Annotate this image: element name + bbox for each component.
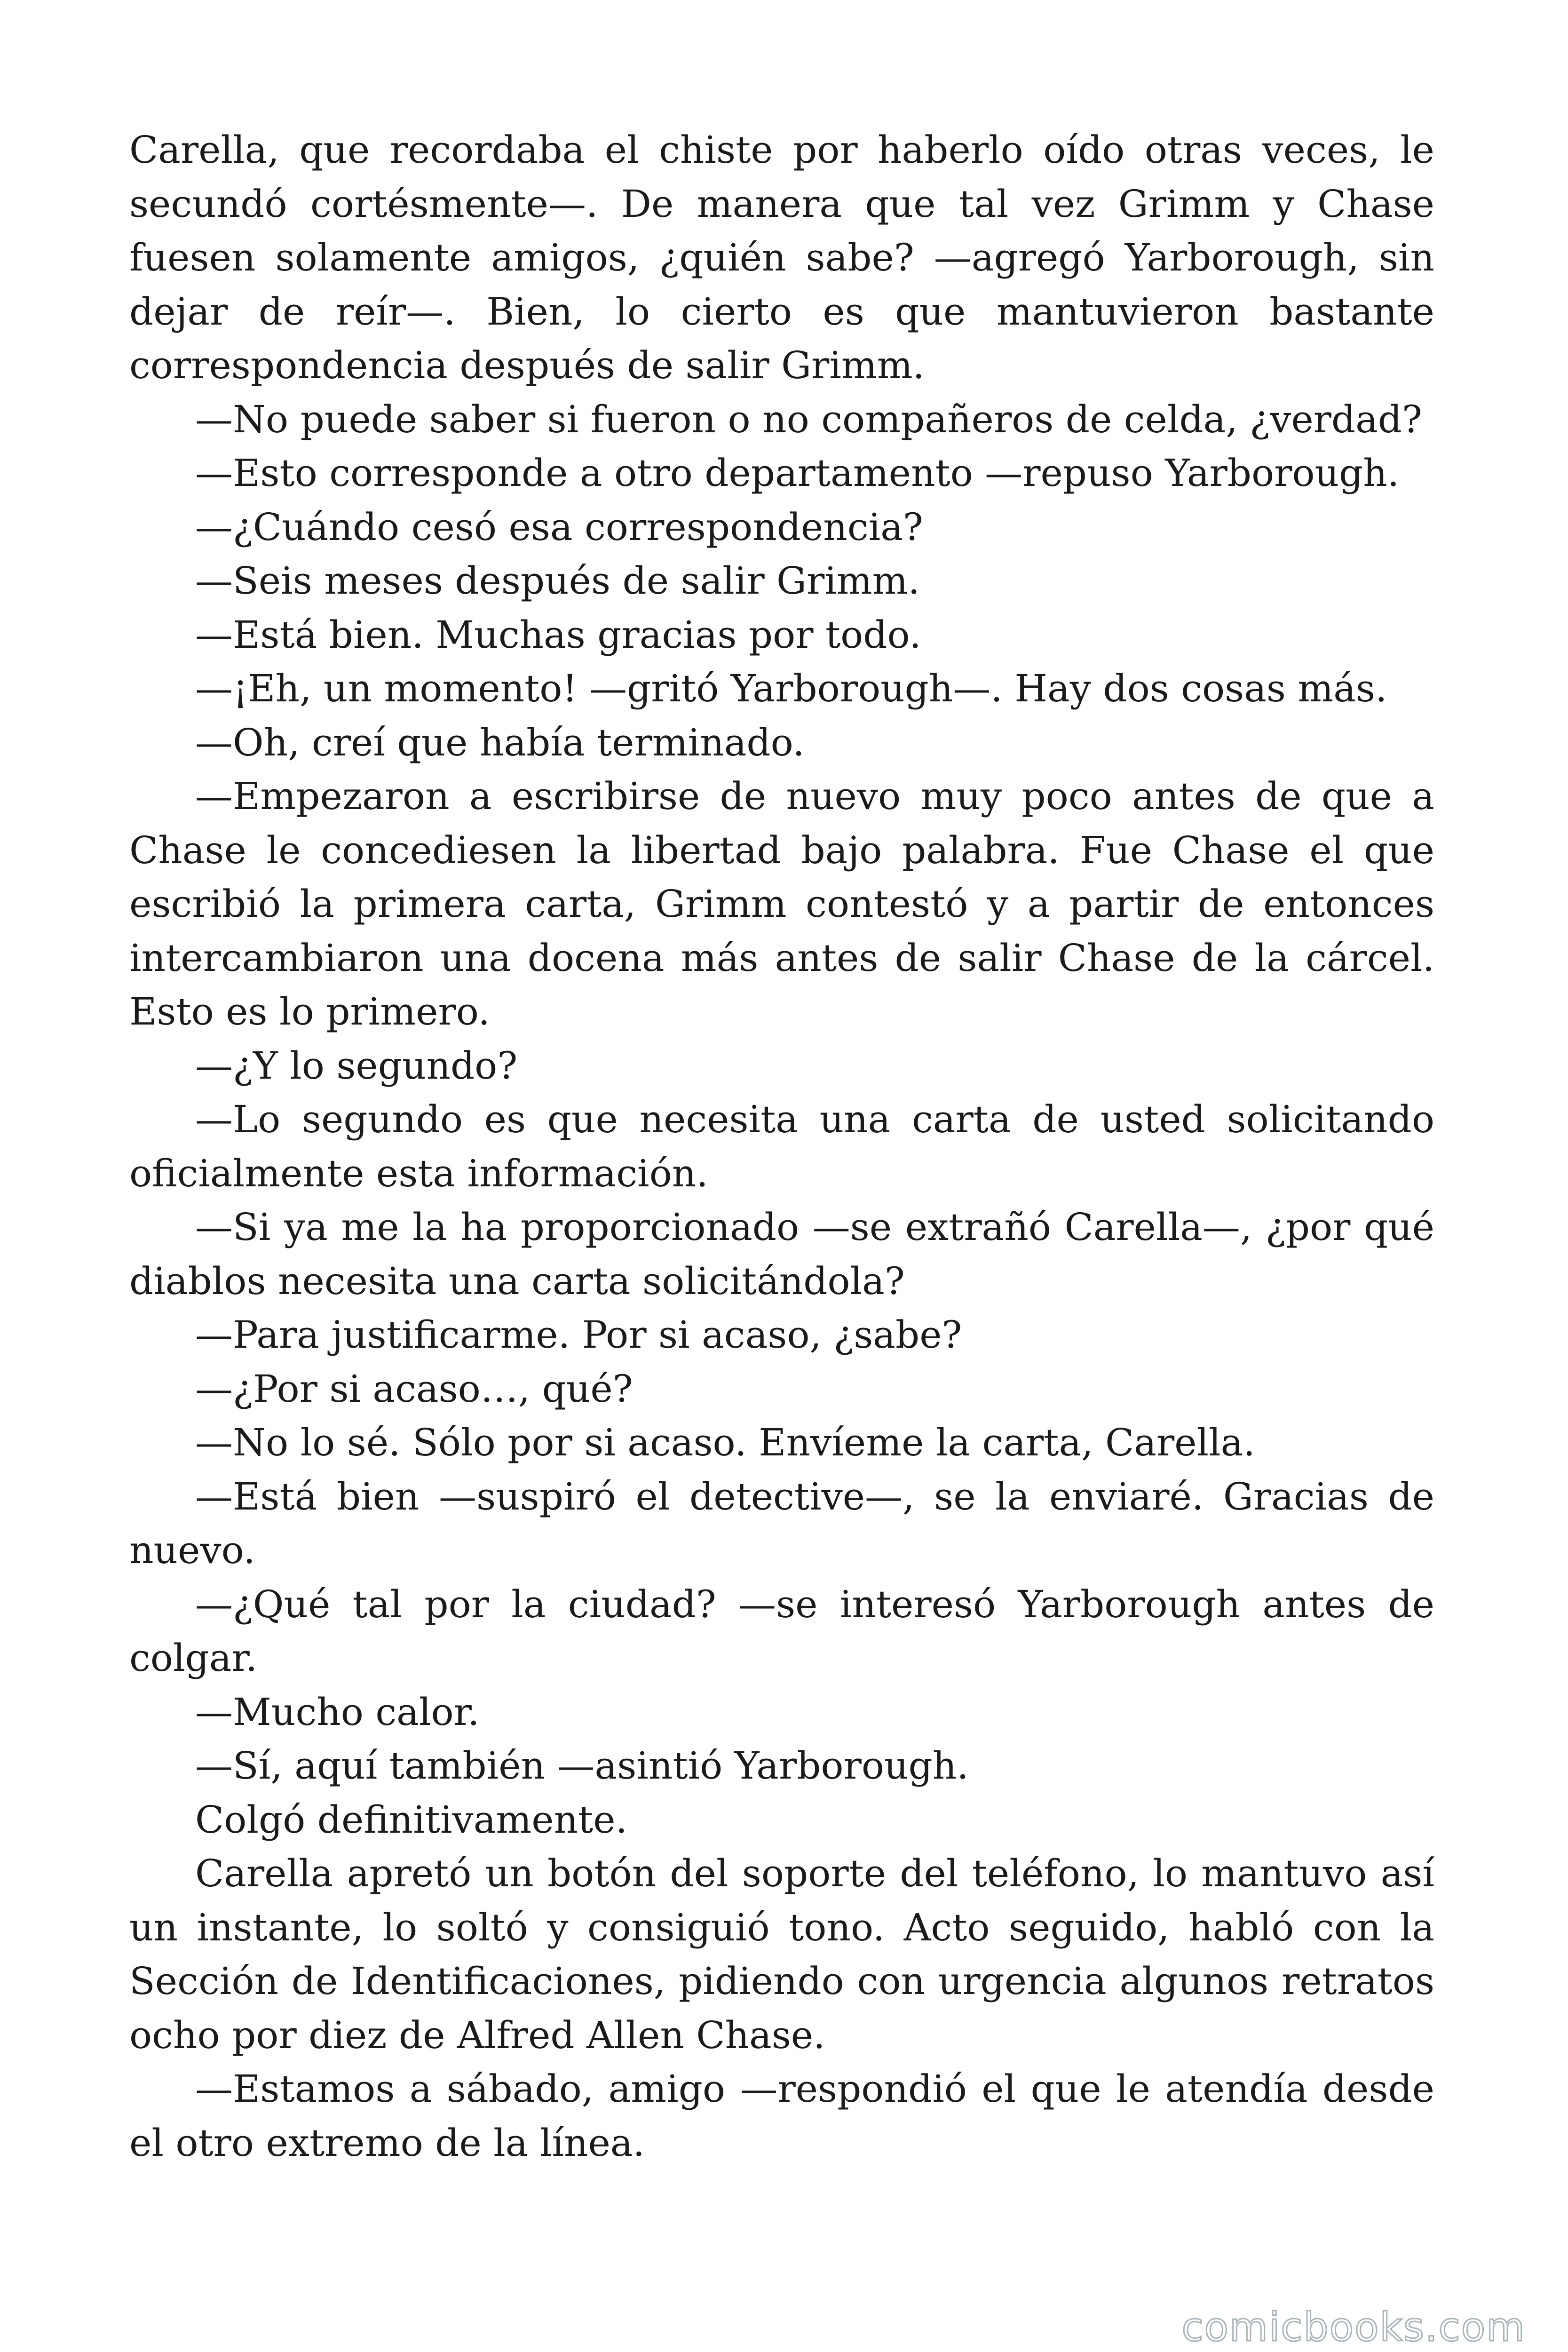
paragraph: Carella apretó un botón del soporte del teléfono, lo mantuvo así un instante, lo soltó y consiguió tono. Acto seguido, habló con la Sección de Identificaciones, pidiendo con urgencia algunos retratos ocho por diez de Alfred Allen Chase.	[129, 1851, 1434, 2057]
paragraph: —No lo sé. Sólo por si acaso. Envíeme la carta, Carella.	[195, 1421, 1255, 1464]
paragraph: —¿Y lo segundo?	[195, 1043, 518, 1088]
paragraph: —Esto corresponde a otro departamento —repuso Yarborough.	[195, 451, 1400, 495]
paragraph: —Si ya me la ha proporcionado —se extrañó Carella—, ¿por qué diablos necesita una carta solicitándola?	[129, 1205, 1434, 1303]
paragraph: Colgó definitivamente.	[195, 1797, 628, 1842]
paragraph: —Sí, aquí también —asintió Yarborough.	[195, 1744, 969, 1788]
paragraph: —¡Eh, un momento! —gritó Yarborough—. Hay dos cosas más.	[195, 667, 1387, 710]
paragraph: —Oh, creí que había terminado.	[195, 720, 805, 764]
paragraph: —¿Qué tal por la ciudad? —se interesó Yarborough antes de colgar.	[129, 1582, 1434, 1680]
paragraph: —Está bien. Muchas gracias por todo.	[195, 612, 921, 657]
body-text	[129, 123, 1434, 2170]
paragraph: —¿Cuándo cesó esa correspondencia?	[195, 505, 923, 549]
paragraph: —Está bien —suspiró el detective—, se la enviaré. Gracias de nuevo.	[129, 1474, 1434, 1572]
paragraph: —Para justificarme. Por si acaso, ¿sabe?	[195, 1313, 962, 1357]
paragraph: —¿Por si acaso…, qué?	[195, 1367, 633, 1411]
paragraph: —Mucho calor.	[195, 1690, 480, 1734]
paragraph: Carella, que recordaba el chiste por haberlo oído otras veces, le secundó cortésmente—. De manera que tal vez Grimm y Chase fuesen solamente amigos, ¿quién sabe? —agregó Yarborough, sin dejar de reír—. Bien, lo cierto es que mantuvieron bastante correspondencia después de salir Grimm.	[129, 128, 1434, 387]
paragraph: —Lo segundo es que necesita una carta de usted solicitando oficialmente esta información.	[129, 1097, 1434, 1195]
paragraph: —Estamos a sábado, amigo —respondió el que le atendía desde el otro extremo de la línea.	[129, 2067, 1434, 2165]
watermark: comicbooks.com	[1181, 2304, 1526, 2350]
paragraph: —Seis meses después de salir Grimm.	[195, 559, 920, 603]
paragraph: —Empezaron a escribirse de nuevo muy poco antes de que a Chase le concediesen la libertad bajo palabra. Fue Chase el que escribió la primera carta, Grimm contestó y a partir de entonces intercambiaron una docena más antes de salir Chase de la cárcel. Esto es lo primero.	[129, 774, 1434, 1033]
paragraph: —No puede saber si fueron o no compañeros de celda, ¿verdad?	[195, 397, 1422, 441]
